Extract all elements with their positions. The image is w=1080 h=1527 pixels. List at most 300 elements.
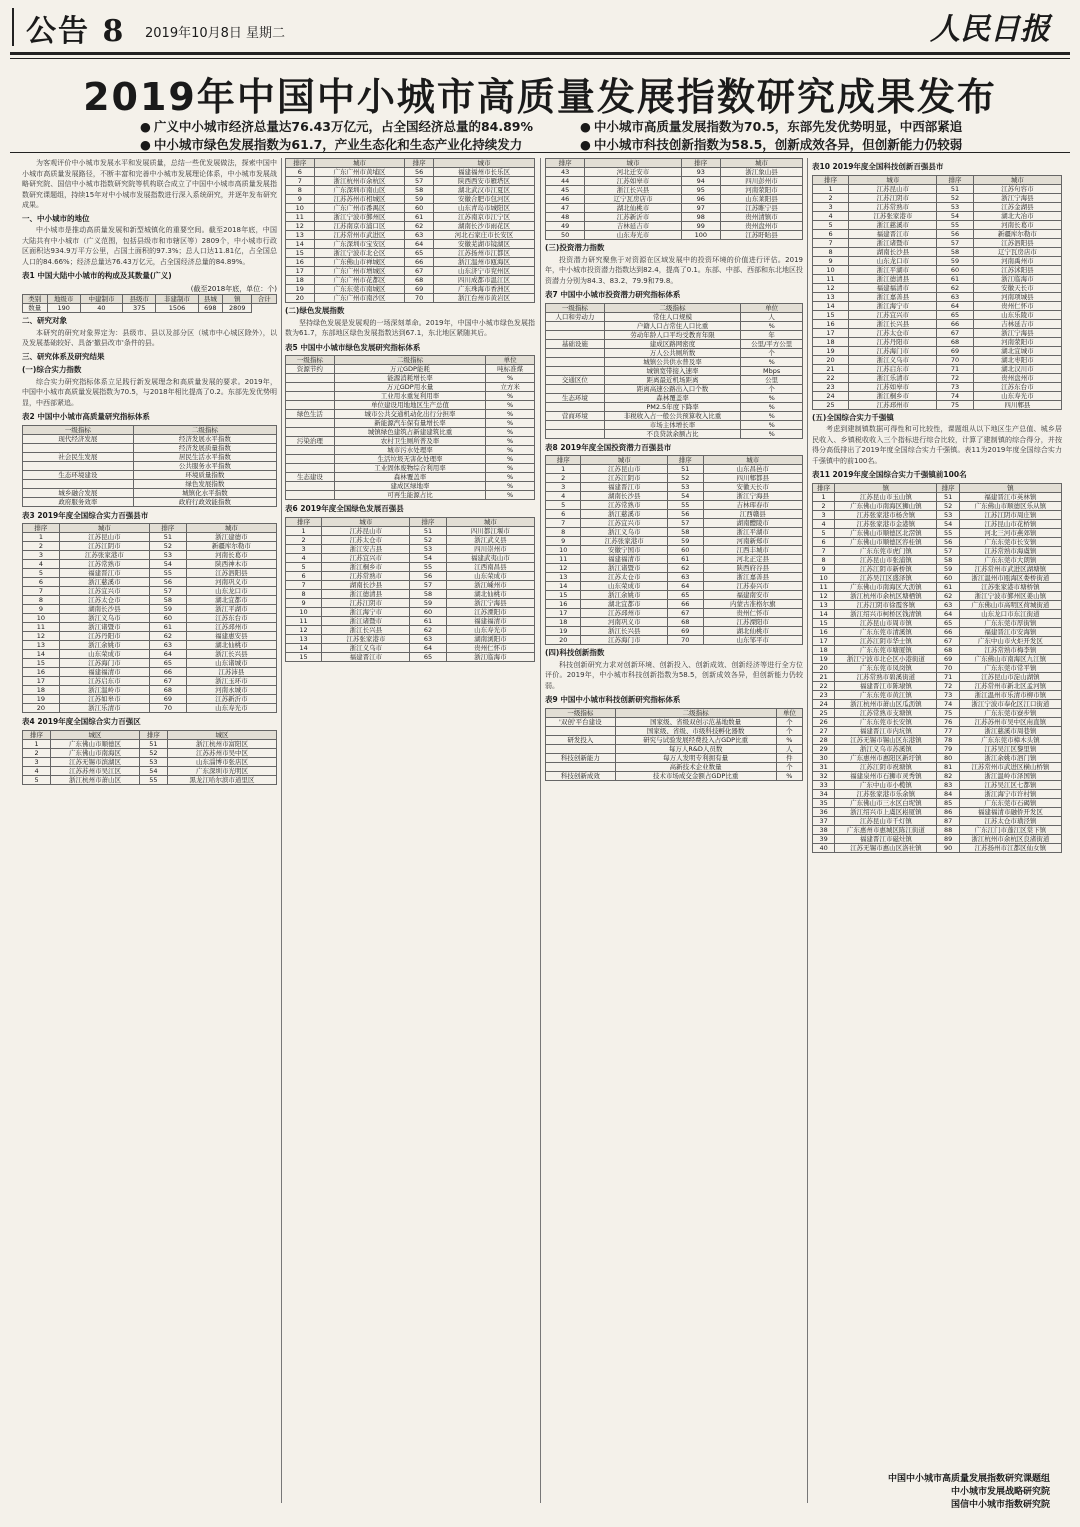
table-cell: 9 [546, 537, 581, 546]
table-cell: 公共服务水平指数 [133, 461, 276, 470]
table-cell: 12 [23, 632, 60, 641]
table-row [23, 650, 277, 659]
table-cell: 江苏南京市浦口区 [314, 222, 405, 231]
subhead: ● 中小城市绿色发展指数为61.7，产业生态化和生态产业化持续发力 [140, 136, 533, 154]
table-cell [286, 446, 335, 455]
table-cell: 44 [546, 177, 585, 186]
table-row [813, 699, 1062, 708]
subhead: ● 广义中小城市经济总量达76.43万亿元，占全国经济总量的84.89% [140, 118, 533, 136]
table-cell: 浙江诸暨市 [849, 238, 937, 247]
table-caption: 表1 中国大陆中小城市的构成及其数量(广义) [22, 271, 172, 280]
table-cell: % [741, 429, 803, 438]
table-cell: 江苏昆山市千灯镇 [835, 816, 937, 825]
table-cell: 江苏丹阳市 [59, 632, 149, 641]
table-cell: 52 [410, 535, 446, 544]
table-cell: 江苏泰兴市 [703, 582, 802, 591]
table-row [286, 446, 535, 455]
table-cell: 个 [776, 726, 802, 735]
table-cell: 政府服务效率 [23, 497, 134, 506]
table-header-row [286, 356, 535, 365]
table-row [286, 535, 535, 544]
table-cell: 广东东莞市常平镇 [959, 663, 1061, 672]
table-cell: 居民生活水平指数 [133, 452, 276, 461]
table-cell: % [741, 357, 803, 366]
column-header: 一级指标 [286, 356, 335, 365]
table-cell: 江苏邳州市 [581, 609, 668, 618]
table-cell: 14 [813, 301, 849, 310]
table-cell: 61 [937, 274, 973, 283]
table-1 [22, 294, 277, 313]
table-cell: 26 [813, 717, 835, 726]
table-row [813, 627, 1062, 636]
table-row [813, 645, 1062, 654]
table-cell: 69 [405, 285, 434, 294]
table-cell: 技术市场成交金额占GDP比重 [615, 771, 776, 780]
table-cell: 非税收入占一般公共预算收入比重 [604, 411, 741, 420]
table-cell: 河南长葛市 [973, 220, 1061, 229]
table-cell: 研发投入 [546, 735, 616, 744]
table-cell: 人 [741, 312, 803, 321]
table-row [546, 519, 803, 528]
table-row [813, 744, 1062, 753]
table-cell: 50 [546, 231, 585, 240]
table-cell: 60 [937, 265, 973, 274]
table-cell: 福建福州市长乐区 [433, 168, 534, 177]
table-row [23, 659, 277, 668]
table-row [813, 735, 1062, 744]
table-cell: 56 [410, 571, 446, 580]
column-header: 城市 [186, 524, 276, 533]
table-header-row [23, 295, 277, 304]
table-cell: 江苏张家港市 [322, 634, 410, 643]
table-cell: 17 [813, 636, 835, 645]
table-cell: 生态环境建设 [23, 470, 134, 479]
table-row [546, 384, 803, 393]
table-cell: 10 [286, 607, 322, 616]
table-row [23, 569, 277, 578]
table-cell: 江苏丹阳市 [849, 337, 937, 346]
table-row [286, 267, 535, 276]
table-cell: 72 [937, 373, 973, 382]
column-header: 二级指标 [334, 356, 485, 365]
table-cell: 江苏昆山市淀山湖镇 [959, 672, 1061, 681]
column-header: 城市 [59, 524, 149, 533]
table-cell: 山东龙口市 [849, 256, 937, 265]
table-cell: 58 [149, 596, 186, 605]
table-cell: 55 [410, 562, 446, 571]
table-cell: 浙江海宁市 [322, 607, 410, 616]
table-cell: 59 [149, 605, 186, 614]
table-cell: 农村卫生厕所普及率 [334, 437, 485, 446]
table-cell: 65 [410, 652, 446, 661]
column-header: 二级指标 [604, 303, 741, 312]
table-cell: 21 [813, 364, 849, 373]
table-row [23, 668, 277, 677]
table-cell: 浙江海宁市许村镇 [959, 789, 1061, 798]
table-cell: 5 [546, 501, 581, 510]
table-cell: 浙江温州市乐清市柳市镇 [959, 690, 1061, 699]
table-row [813, 582, 1062, 591]
table-cell: 江苏溧阳市 [446, 607, 534, 616]
credit-line: 国信中小城市指数研究院 [950, 1500, 1050, 1510]
table-cell: 67 [668, 609, 703, 618]
table-cell: 万人公共厕所数 [604, 348, 741, 357]
table-row [813, 247, 1062, 256]
table-row [286, 634, 535, 643]
table-row [23, 479, 277, 488]
table-cell: 63 [668, 573, 703, 582]
table-row [546, 627, 803, 636]
table-cell: 7 [546, 519, 581, 528]
table-cell: % [486, 464, 535, 473]
table-cell: 2 [23, 748, 51, 757]
table-cell: 江苏昆山市 [581, 465, 668, 474]
table-cell: 浙江余姚市 [581, 591, 668, 600]
table-cell: 江苏睢宁县 [720, 204, 802, 213]
table-cell: 江苏海门市 [59, 659, 149, 668]
table-cell: 江苏吴江区七都镇 [959, 780, 1061, 789]
table-cell: 55 [937, 220, 973, 229]
table-cell: 山东寿光市 [973, 391, 1061, 400]
table-cell: 安徽合肥市包河区 [433, 195, 534, 204]
table-row [546, 222, 803, 231]
table-cell: 80 [937, 753, 959, 762]
subsection-heading: (五)全国综合实力千强镇 [812, 412, 894, 422]
subsection-heading: (四)科技创新指数 [545, 648, 605, 657]
column-2 [285, 158, 535, 1508]
table-cell: 广东东莞市樟木头镇 [959, 735, 1061, 744]
table-cell: 江苏无锡市惠山区洛社镇 [835, 843, 937, 852]
table-cell: 浙江长兴县 [322, 625, 410, 634]
column-header: 城区 [51, 730, 140, 739]
table-header-row [286, 159, 535, 168]
table-cell: 贵州盘州市 [973, 373, 1061, 382]
table-cell: 江苏苏州市吴中区甪直镇 [959, 717, 1061, 726]
table-cell: 69 [668, 627, 703, 636]
table-row [813, 546, 1062, 555]
table-cell: 江苏沭阳县 [973, 265, 1061, 274]
table-cell: 17 [546, 609, 581, 618]
table-row [286, 607, 535, 616]
table-cell: 江苏如皋市 [585, 177, 681, 186]
table-cell: 62 [668, 564, 703, 573]
table-cell: 54 [139, 766, 167, 775]
table-cell: 福建福清市 [446, 616, 534, 625]
table-10 [812, 175, 1062, 410]
table-cell: 河南巩义市 [581, 618, 668, 627]
table-cell: 82 [937, 771, 959, 780]
column-header: 城市 [446, 517, 534, 526]
table-cell: 湖北仙桃市 [186, 641, 276, 650]
table-cell: 距离最近机场距离 [604, 375, 741, 384]
table-cell: 河南项城县 [973, 292, 1061, 301]
table-cell: 国家级、省级、市级科技孵化器数 [615, 726, 776, 735]
table-row [813, 400, 1062, 409]
table-row [546, 357, 803, 366]
table-cell: 94 [681, 177, 720, 186]
table-cell: 江苏东台市 [186, 614, 276, 623]
table-cell: 广东东莞市大朗镇 [959, 555, 1061, 564]
table-cell: 1 [813, 492, 835, 501]
table-row [23, 757, 277, 766]
table-cell: 福建福清市 [59, 668, 149, 677]
table-cell: 70 [668, 636, 703, 645]
table-row [546, 231, 803, 240]
table-row [23, 533, 277, 542]
subhead: ● 中小城市科技创新指数为58.5，创新成效各异，但创新能力仍较弱 [580, 136, 962, 154]
table-cell: 13 [813, 292, 849, 301]
paragraph: 科技创新研究力求对创新环境、创新投入、创新成效、创新经济等进行全方位评价。2019年，中小城市科技创新指数为58.5，创新成效各异，但创新能力仍较弱。 [545, 660, 803, 690]
table-cell: 广东惠州市惠阳区新圩镇 [835, 753, 937, 762]
table-cell: 广东东莞市塘厦镇 [835, 645, 937, 654]
table-cell [546, 330, 605, 339]
table-row [813, 780, 1062, 789]
table-cell: 浙江宁海县 [446, 598, 534, 607]
table-cell: 67 [405, 267, 434, 276]
table-cell: 山东淄博市张店区 [167, 757, 276, 766]
table-cell: 广东东莞市南城区 [314, 285, 405, 294]
table-cell: 60 [410, 607, 446, 616]
table-cell: 浙江宁波市北仑区 [314, 249, 405, 258]
table-row [286, 553, 535, 562]
table-cell: 江苏启东市 [59, 677, 149, 686]
table-cell: 浙江温岭市泽国镇 [959, 771, 1061, 780]
table-cell: 97 [681, 204, 720, 213]
table-cell: 广东东莞市长安镇 [835, 717, 937, 726]
table-row [23, 677, 277, 686]
column-header: 排序 [813, 483, 835, 492]
table-cell: 浙江临海市 [973, 274, 1061, 283]
table-cell: 广东广州市番禺区 [314, 204, 405, 213]
table-cell: 浙江宁波市北仑区小港街道 [835, 654, 937, 663]
table-cell: 68 [405, 276, 434, 285]
table-row [546, 429, 803, 438]
table-cell: 辽宁瓦房店市 [973, 247, 1061, 256]
table-cell: 88 [937, 825, 959, 834]
table-cell: 19 [286, 285, 315, 294]
table-cell: 89 [937, 834, 959, 843]
table-cell: 60 [668, 546, 703, 555]
table-cell: 68 [149, 686, 186, 695]
table-cell: 江苏金湖县 [973, 202, 1061, 211]
table-row [546, 465, 803, 474]
table-cell: 53 [937, 202, 973, 211]
table-cell: 39 [813, 834, 835, 843]
table-cell: 广东佛山市顺德区 [51, 739, 140, 748]
table-cell: 15 [286, 249, 315, 258]
table-cell: 城镇化水平指数 [133, 488, 276, 497]
table-cell: 60 [405, 204, 434, 213]
column-header: 排序 [668, 456, 703, 465]
table-row [23, 686, 277, 695]
table-cell: 58 [937, 247, 973, 256]
table-cell: 13 [23, 641, 60, 650]
table-cell: 10 [546, 546, 581, 555]
table-cell: 广东东莞市凤岗镇 [835, 663, 937, 672]
table-cell: 浙江义乌市 [322, 643, 410, 652]
table-cell: 64 [937, 609, 959, 618]
table-cell: 81 [937, 762, 959, 771]
table-cell [286, 464, 335, 473]
column-header: 地级市 [47, 295, 80, 304]
table-row [286, 598, 535, 607]
column-header: 排序 [139, 730, 167, 739]
table-cell: % [486, 455, 535, 464]
table-cell: 广东广州市增城区 [314, 267, 405, 276]
table-cell: 吉林延吉市 [973, 319, 1061, 328]
table-cell: 5 [813, 528, 835, 537]
table-row [546, 600, 803, 609]
table-cell: 60 [937, 573, 959, 582]
table-row [813, 636, 1062, 645]
table-row [286, 240, 535, 249]
table-cell: 江苏盱眙县 [720, 231, 802, 240]
table-row [546, 591, 803, 600]
table-cell: 59 [937, 256, 973, 265]
table-cell [286, 401, 335, 410]
table-cell: 57 [405, 177, 434, 186]
table-cell: 100 [681, 231, 720, 240]
column-header: 镇 [835, 483, 937, 492]
table-cell: 9 [23, 605, 60, 614]
table-cell: 四川都江堰市 [446, 526, 534, 535]
table-cell: 62 [410, 625, 446, 634]
table-cell: 江苏常熟市碧溪街道 [835, 672, 937, 681]
table-cell: 贵州仁怀市 [703, 609, 802, 618]
table-cell: 55 [149, 569, 186, 578]
table-cell: 84 [937, 789, 959, 798]
table-cell: 福建晋江市 [322, 652, 410, 661]
column-divider [807, 158, 808, 1503]
table-row [546, 573, 803, 582]
table-cell: 64 [668, 582, 703, 591]
table-cell: 江苏吴江区黎里镇 [959, 744, 1061, 753]
table-cell: 5 [286, 562, 322, 571]
table-cell: 47 [546, 204, 585, 213]
table-cell: 江苏苏州市吴江区 [51, 766, 140, 775]
table-cell: 江苏苏州市吴中区 [167, 748, 276, 757]
table-row [813, 265, 1062, 274]
table-row [813, 690, 1062, 699]
header-rule [10, 52, 1070, 55]
table-cell: 立方米 [486, 383, 535, 392]
table-cell: 江苏太仓市 [59, 596, 149, 605]
table-8 [545, 455, 803, 645]
table-cell: 浙江诸暨市 [322, 616, 410, 625]
table-cell: 浙江杭州市萧山区瓜沥镇 [835, 699, 937, 708]
table-cell: 61 [410, 616, 446, 625]
column-header: 单位 [776, 708, 802, 717]
table-row [286, 491, 535, 500]
table-cell: 65 [405, 249, 434, 258]
table-cell: 江苏常州市武进区湖塘镇 [959, 564, 1061, 573]
table-row [546, 528, 803, 537]
table-cell: 96 [681, 195, 720, 204]
table-row [546, 501, 803, 510]
table-cell: 15 [23, 659, 60, 668]
table-cell: 江苏江阴市徐霞客镇 [835, 600, 937, 609]
table-cell: 新疆库尔勒市 [186, 542, 276, 551]
table-cell: 个 [741, 348, 803, 357]
column-1 [22, 158, 277, 1508]
table-cell: 社会民生发展 [23, 452, 134, 461]
table-cell: 江苏新沂市 [585, 213, 681, 222]
table-cell: 经济发展质量指数 [133, 443, 276, 452]
table-cell [286, 482, 335, 491]
table-cell: 浙江平湖市 [703, 528, 802, 537]
table-cell: 浙江海宁市 [849, 301, 937, 310]
table-cell: 38 [813, 825, 835, 834]
table-11 [812, 483, 1062, 853]
table-cell: 福建福清市 [849, 283, 937, 292]
table-row [23, 766, 277, 775]
table-cell: 劳动年龄人口平均受教育年限 [604, 330, 741, 339]
table-cell: 安徽天长市 [703, 483, 802, 492]
table-cell: 江苏太仓市 [322, 535, 410, 544]
table-row [286, 482, 535, 491]
table-cell: 2 [813, 193, 849, 202]
column-header: 排序 [23, 524, 60, 533]
subsection-heading: (二)绿色发展指数 [285, 306, 345, 315]
table-cell: 资源节约 [286, 365, 335, 374]
table-cell: 江西南昌县 [446, 562, 534, 571]
table-row [546, 339, 803, 348]
table-cell: 83 [937, 780, 959, 789]
table-row [546, 771, 803, 780]
table-row [23, 461, 277, 470]
table-row [546, 321, 803, 330]
table-cell: 1 [546, 465, 581, 474]
table-cell: 福建武夷山市 [446, 553, 534, 562]
table-cell: 森林覆盖率 [604, 393, 741, 402]
table-row [286, 374, 535, 383]
table-row [23, 304, 277, 313]
table-row [813, 274, 1062, 283]
table-cell: 能源消耗增长率 [334, 374, 485, 383]
table-row [813, 229, 1062, 238]
table-cell: 山东荣成市 [446, 571, 534, 580]
table-cell: 2 [546, 474, 581, 483]
table-cell: % [741, 411, 803, 420]
column-header: 类别 [23, 295, 48, 304]
table-cell: 浙江长兴县 [581, 627, 668, 636]
table-cell: 浙江宁海县 [973, 328, 1061, 337]
table-cell: 江苏宜兴市 [581, 519, 668, 528]
table-cell: 湖北汉川市 [973, 364, 1061, 373]
table-cell: 65 [937, 310, 973, 319]
table-cell: 2 [286, 535, 322, 544]
table-cell: 8 [813, 555, 835, 564]
table-cell: 63 [410, 634, 446, 643]
table-row [23, 551, 277, 560]
table-row [286, 213, 535, 222]
table-cell: 62 [405, 222, 434, 231]
table-row [813, 726, 1062, 735]
table-cell: 广东东莞市石碣镇 [959, 798, 1061, 807]
table-cell: 广东佛山市南海区大沥镇 [835, 582, 937, 591]
credit-line: 中小城市发展战略研究院 [950, 1487, 1050, 1497]
table-row [813, 510, 1062, 519]
table-caption: 表5 中国中小城市绿色发展研究指标体系 [285, 342, 421, 352]
table-cell: 57 [937, 238, 973, 247]
table-cell: 广东广州市南沙区 [314, 294, 405, 303]
table-cell: 8 [286, 186, 315, 195]
table-cell: 浙江义乌市苏溪镇 [835, 744, 937, 753]
table-row [546, 348, 803, 357]
table-cell: 广东东莞市黄江镇 [835, 690, 937, 699]
table-cell: 广东深圳市南山区 [314, 186, 405, 195]
table-cell: 山东乐陵市 [973, 310, 1061, 319]
